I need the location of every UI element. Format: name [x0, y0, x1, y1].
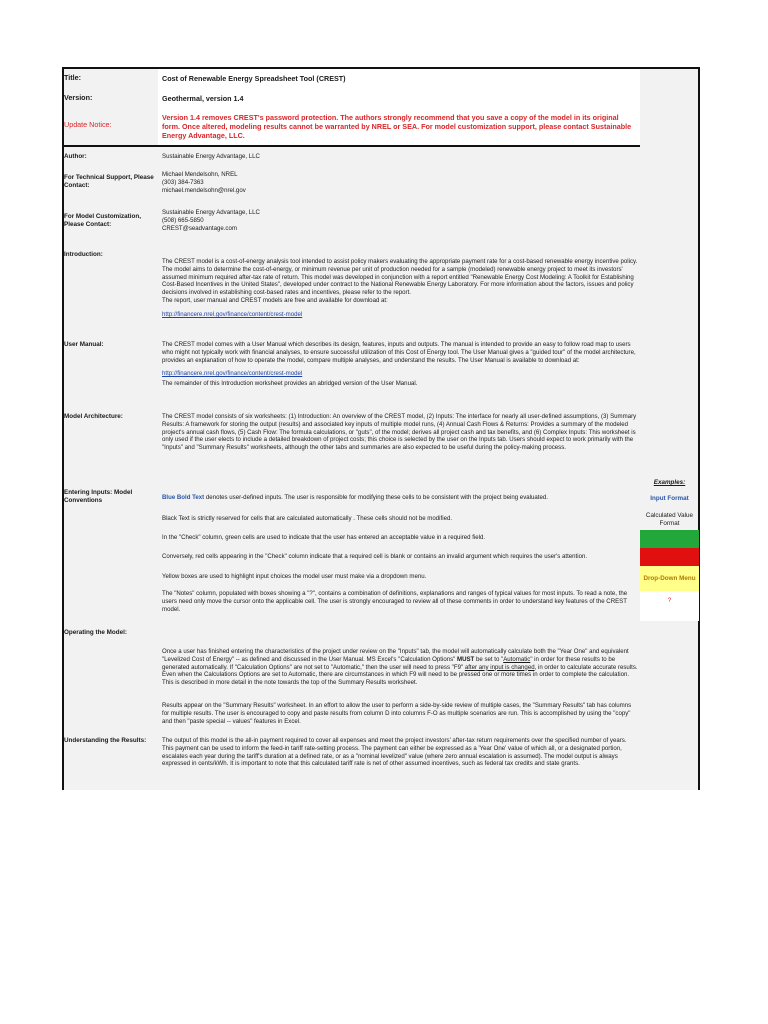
customization-contact [162, 209, 638, 232]
contact-name: Sustainable Energy Advantage, LLC [162, 209, 260, 216]
introduction-label: Introduction: [64, 251, 103, 258]
top-border [62, 67, 699, 69]
header-divider [62, 145, 640, 147]
update-notice-value: Version 1.4 removes CREST's password protection. The authors strongly recommend that you save a copy of the model in its original form. Once altered, modeling results cannot be warranted by NREL or SEA. For model customization support, please contact Sustainable Energy Advantage, LLC. [162, 113, 632, 140]
convention-red: Conversely, red cells appearing in the "Check" column indicate that a required cell is blank or contains an invalid argument which requires the user's attention. [162, 553, 588, 560]
example-dropdown-label: Drop-Down Menu [643, 575, 696, 582]
tech-support-label: For Technical Support, Please Contact: [64, 174, 154, 189]
convention-blue [162, 494, 638, 502]
convention-notes: The "Notes" column, populated with boxes showing a "?", contains a combination of definitions, explanations and ranges of typical values for most inputs. To read a note, the users need only move the cursor onto the applicable cell. The user is strongly encouraged to review all of these comments in order to understand key features of the CREST model. [162, 590, 628, 613]
examples-heading: Examples: [653, 479, 686, 486]
example-calculated-format: Calculated Value Format [645, 512, 694, 527]
author-value: Sustainable Energy Advantage, LLC [162, 153, 260, 160]
example-green-check-cell [640, 530, 699, 548]
example-red-check-cell [640, 548, 699, 566]
title-value: Cost of Renewable Energy Spreadsheet Tool (CREST) [162, 74, 346, 83]
crest-download-link[interactable]: http://financere.nrel.gov/finance/content/crest-model [162, 310, 303, 318]
convention-blue-text: denotes user-defined inputs. The user is responsible for modifying these cells to be consistent with the project being evaluated. [204, 494, 548, 501]
introduction-body [162, 258, 638, 319]
understanding-label: Understanding the Results: [64, 737, 147, 744]
must-emphasis: MUST [457, 655, 475, 663]
understanding-paragraph: The output of this model is the all-in payment required to cover all expenses and meet the project investors' after-tax return requirements over the specified number of years. This payment can be used to inform the feed-in tariff rate-setting process. The payment can either be expressed as a 'Year One' value of which all, or a designated portion, escalates each year during the tariff's duration at a defined rate, or as a "nominal levelized" value (where zero annual escalation is assumed). The model output is always expressed in cents/kWh. It is important to note that this calculated tariff rate is net of other assumed incentives, such as federal tax credits and state grants. [162, 737, 627, 768]
tech-support-contact [162, 171, 638, 194]
title-label: Title: [64, 73, 82, 82]
user-manual-paragraph: The CREST model comes with a User Manual which describes its design, features, inputs and outputs. The manual is intended to provide an easy to follow road map to users who might not typically work with financial analyses, to ensure successful utilization of this Cost of Energy tool. The User Manual gives a "guided tour" of the model architecture, provides an explanation of how to operate the model, compare multiple analyses, and understand the results. The User Manual is available to download at: [162, 341, 636, 364]
customization-label: For Model Customization, Please Contact: [64, 213, 141, 228]
update-notice-label: Update Notice: [64, 120, 112, 129]
after-input-emphasis: after any input is changed [464, 663, 535, 671]
introduction-paragraph: The CREST model is a cost-of-energy analysis tool intended to assist policy makers evaluating the appropriate payment rate for a cost-based renewable energy incentive policy. The model aims to determine the cost-of-energy, or minimum revenue per unit of production needed for a sample (modeled) renewable energy project to meet its investors' assumed minimum required after-tax rate of return. This model was developed in conjunction with a report entitled "Renewable Energy Cost Modeling: A Toolkit for Establishing Cost-Based Incentives in the United States", developed under contract to the National Renewable Energy Laboratory. For more information about the factors, issues and policy decisions involved in establishing cost-based rates and incentives, please refer to the report. [162, 258, 638, 297]
architecture-paragraph: The CREST model consists of six worksheets: (1) Introduction: An overview of the CREST model, (2) Inputs: The interface for nearly all user-defined assumptions, (3) Summary Results: A framework for storing the output (results) and associated key inputs of multiple model runs, (4) Annual Cash Flows & Returns: Provides a summary of the modeled project's annual cash flows, (5) Cash Flow: The formula calculations, or "guts", of the model; derives all project cash and tax benefits, and (6) Complex Inputs: This worksheet is only used if the user elects to include a detailed breakdown of project costs; this choice is selected by the user on the Inputs tab. Users should expect to work primarily with the "Inputs" and "Summary Results" worksheets, although the other tabs and summaries are also expected to be useful during the policy-making process. [162, 413, 637, 452]
blue-bold-text-sample: Blue Bold Text [162, 494, 205, 501]
contact-email[interactable]: michael.mendelsohn@nrel.gov [162, 186, 246, 194]
introduction-download-note: The report, user manual and CREST models are free and available for download at: [162, 296, 388, 304]
convention-black: Black Text is strictly reserved for cells that are calculated automatically . These cells should not be modified. [162, 515, 453, 522]
right-border [698, 67, 700, 790]
operating-paragraph-2: Results appear on the "Summary Results" worksheet. In an effort to allow the user to perform a side-by-side review of multiple cases, the "Summary Results" tab has columns for multiple results. The user is encouraged to copy and paste results from column D into columns F-O as multiple scenarios are run. This is accomplished by using the "copy" and then "paste special -- values" features in Excel. [162, 702, 632, 725]
convention-green: In the "Check" column, green cells are used to indicate that the user has entered an acceptable value in a required field. [162, 534, 486, 541]
conventions-label: Entering Inputs: Model Conventions [64, 489, 133, 504]
user-manual-label: User Manual: [64, 341, 104, 348]
example-note-cell [640, 591, 699, 621]
example-dropdown-cell [640, 566, 699, 591]
convention-yellow: Yellow boxes are used to highlight input choices the model user must make via a dropdown menu. [162, 573, 427, 580]
architecture-label: Model Architecture: [64, 413, 123, 420]
user-manual-remainder: The remainder of this Introduction worksheet provides an abridged version of the User Manual. [162, 380, 418, 388]
automatic-emphasis: Automatic [503, 655, 531, 663]
user-manual-body [162, 341, 638, 388]
user-manual-link[interactable]: http://financere.nrel.gov/finance/content/crest-model [162, 370, 303, 378]
operating-paragraph-1: Once a user has finished entering the characteristics of the project under review on the "Inputs" tab, the model will automatically calculate both the "Year One" and equivalent "Levelized Cost of Energy" -- as defined and discussed in the User Manual. MS Excel's "Calculation Options" MUST be set to "Automatic" in order for these results to be generated automatically. If "Calculation Options" are not set to "Automatic," then the user will need to press "F9" after any input is changed, in order to calculate accurate results. Even when the Calculations Options are set to Automatic, there are circumstances in which F9 will need to be pressed one or more times in order to complete the calculation. This is described in more detail in the note towards the top of the Summary Results worksheet. [162, 648, 638, 687]
contact-email[interactable]: CREST@seadvantage.com [162, 224, 237, 232]
example-input-format: Input Format [650, 495, 689, 502]
version-label: Version: [64, 93, 93, 102]
author-label: Author: [64, 153, 87, 160]
contact-phone: (508) 665-5850 [162, 216, 204, 224]
operating-label: Operating the Model: [64, 629, 127, 636]
note-question-icon: ? [667, 597, 672, 604]
version-value: Geothermal, version 1.4 [162, 94, 244, 103]
contact-phone: (303) 384-7363 [162, 178, 204, 186]
contact-name: Michael Mendelsohn, NREL [162, 171, 238, 178]
